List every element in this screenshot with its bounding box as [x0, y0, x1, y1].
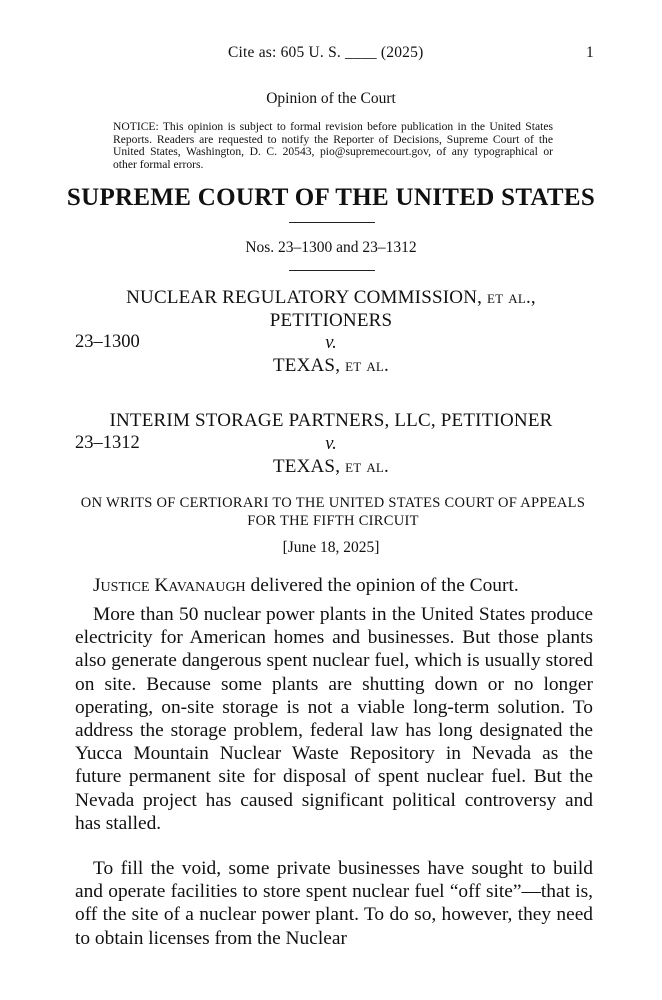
- case1-petitioner: NUCLEAR REGULATORY COMMISSION, et al.,: [126, 287, 536, 308]
- opinion-author-line: Justice Kavanaugh delivered the opinion of the Court.: [93, 575, 519, 596]
- page-number: 1: [586, 44, 594, 61]
- publication-notice: NOTICE: This opinion is subject to formal revision before publication in the United States Reports. Readers are requested to notify the Reporter of Decisions, Supreme Court of the United States, Washington, D. C. 20543, pio@supremecourt.gov, of any typographical or other formal errors.: [113, 120, 553, 171]
- author-name: Justice Kavanaugh: [93, 575, 246, 596]
- divider-rule: [289, 222, 375, 223]
- opinion-paragraph: More than 50 nuclear power plants in the United States produce electricity for American homes and businesses. But those plants also generate dangerous spent nuclear fuel, which is usually stored on site. Because some plants are shutting down or no longer operating, on-site storage is not a viable long-term solution. To address the storage problem, federal law has long designated the Yucca Mountain Nuclear Waste Repository in Nevada as the future permanent site for disposal of spent nuclear fuel. But the Nevada project has caused significant political controversy and has stalled.: [75, 604, 593, 834]
- case2-respondent: TEXAS, et al.: [272, 456, 390, 477]
- case2-docket-number: 23–1312: [75, 433, 140, 453]
- writ-caption: ON WRITS OF CERTIORARI TO THE UNITED STATES COURT OF APPEALS FOR THE FIFTH CIRCUIT: [80, 495, 586, 529]
- case2-petitioner: INTERIM STORAGE PARTNERS, LLC, PETITIONER: [109, 410, 553, 431]
- decision-date: [June 18, 2025]: [282, 539, 380, 556]
- case1-docket-number: 23–1300: [75, 332, 140, 352]
- citation-header: Cite as: 605 U. S. ____ (2025): [228, 44, 424, 61]
- case1-respondent: TEXAS, et al.: [272, 355, 390, 376]
- case2-versus: v.: [325, 434, 337, 454]
- case1-versus: v.: [325, 333, 337, 353]
- case1-petitioner-designation: PETITIONERS: [269, 310, 393, 331]
- opinion-label: Opinion of the Court: [266, 90, 396, 107]
- opinion-paragraph: To fill the void, some private businesses have sought to build and operate facilities to store spent nuclear fuel “off site”—that is, off the site of a nuclear power plant. To do so, however, they need to obtain licenses from the Nuclear: [75, 858, 593, 949]
- docket-numbers: Nos. 23–1300 and 23–1312: [245, 239, 417, 256]
- court-title: SUPREME COURT OF THE UNITED STATES: [66, 184, 596, 211]
- divider-rule: [289, 270, 375, 271]
